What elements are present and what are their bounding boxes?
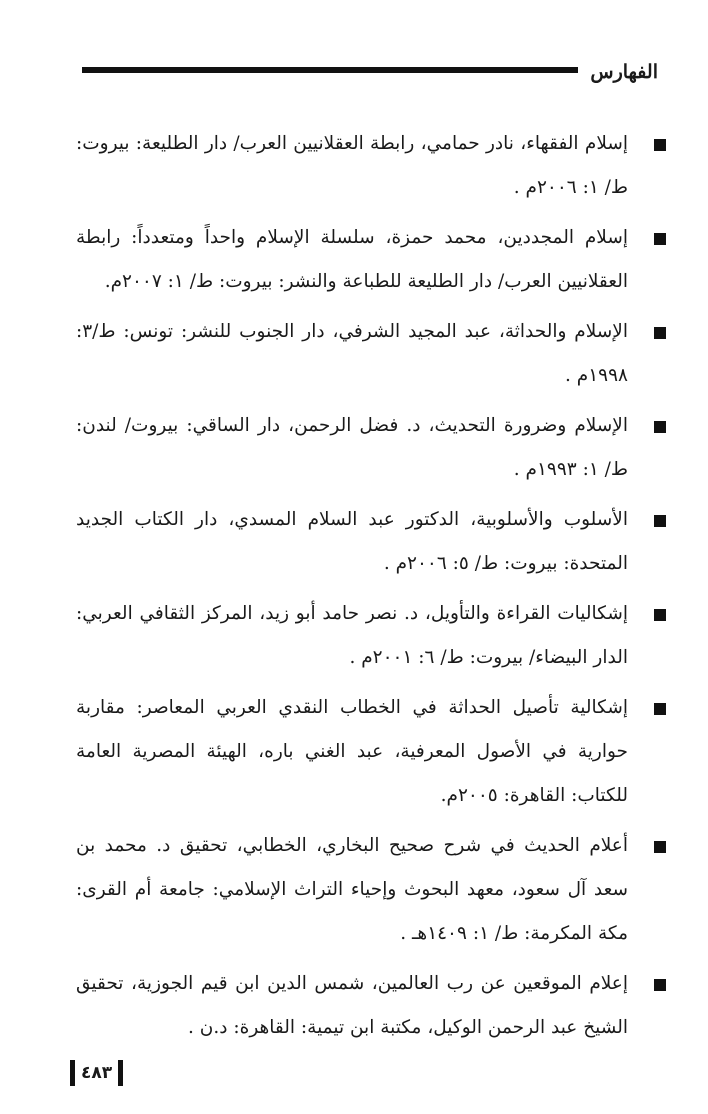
bullet-square-icon — [654, 841, 666, 853]
bibliography-entry — [76, 592, 666, 680]
entry-text: إسلام الفقهاء، نادر حمامي، رابطة العقلانيين العرب/ دار الطليعة: بيروت: ط/ ١: ٢٠٠٦م . — [76, 133, 628, 198]
entry-text: إسلام المجددين، محمد حمزة، سلسلة الإسلام واحداً ومتعدداً: رابطة العقلانيين العرب/ دار الطليعة للطباعة والنشر: بيروت: ط/ ١: ٢٠٠٧م. — [76, 227, 628, 292]
page-number: ٤٨٣ — [70, 1060, 123, 1086]
section-title: الفهارس — [590, 61, 658, 83]
bullet-square-icon — [654, 421, 666, 433]
bibliography-list — [76, 122, 666, 1050]
bullet-square-icon — [654, 515, 666, 527]
entry-text: الإسلام وضرورة التحديث، د. فضل الرحمن، دار الساقي: بيروت/ لندن: ط/ ١: ١٩٩٣م . — [76, 415, 628, 480]
bibliography-entry — [76, 404, 666, 492]
entry-text: إشكاليات القراءة والتأويل، د. نصر حامد أبو زيد، المركز الثقافي العربي: الدار البيضاء/ بيروت: ط/ ٦: ٢٠٠١م . — [76, 603, 628, 668]
bullet-square-icon — [654, 703, 666, 715]
bibliography-entry — [76, 122, 666, 210]
bullet-square-icon — [654, 609, 666, 621]
entry-text: إشكالية تأصيل الحداثة في الخطاب النقدي العربي المعاصر: مقاربة حوارية في الأصول المعرفية، عبد الغني باره، الهيئة المصرية العامة للكتاب: القاهرة: ٢٠٠٥م. — [76, 697, 628, 806]
bullet-square-icon — [654, 327, 666, 339]
entry-text: الأسلوب والأسلوبية، الدكتور عبد السلام المسدي، دار الكتاب الجديد المتحدة: بيروت: ط/ ٥: ٢٠٠٦م . — [76, 509, 628, 574]
page-header — [82, 52, 658, 92]
bibliography-entry — [76, 686, 666, 818]
header-rule — [82, 67, 578, 73]
bibliography-entry — [76, 216, 666, 304]
bibliography-entry — [76, 310, 666, 398]
bibliography-entry — [76, 962, 666, 1050]
entry-text: إعلام الموقعين عن رب العالمين، شمس الدين ابن قيم الجوزية، تحقيق الشيخ عبد الرحمن الوكيل، مكتبة ابن تيمية: القاهرة: د.ن . — [76, 973, 628, 1038]
bibliography-entry — [76, 824, 666, 956]
bullet-square-icon — [654, 979, 666, 991]
entry-text: أعلام الحديث في شرح صحيح البخاري، الخطابي، تحقيق د. محمد بن سعد آل سعود، معهد البحوث وإحياء التراث الإسلامي: جامعة أم القرى: مكة المكرمة: ط/ ١: ١٤٠٩هـ . — [76, 835, 628, 944]
bibliography-entry — [76, 498, 666, 586]
bullet-square-icon — [654, 139, 666, 151]
bullet-square-icon — [654, 233, 666, 245]
entry-text: الإسلام والحداثة، عبد المجيد الشرفي، دار الجنوب للنشر: تونس: ط/٣: ١٩٩٨م . — [76, 321, 628, 386]
